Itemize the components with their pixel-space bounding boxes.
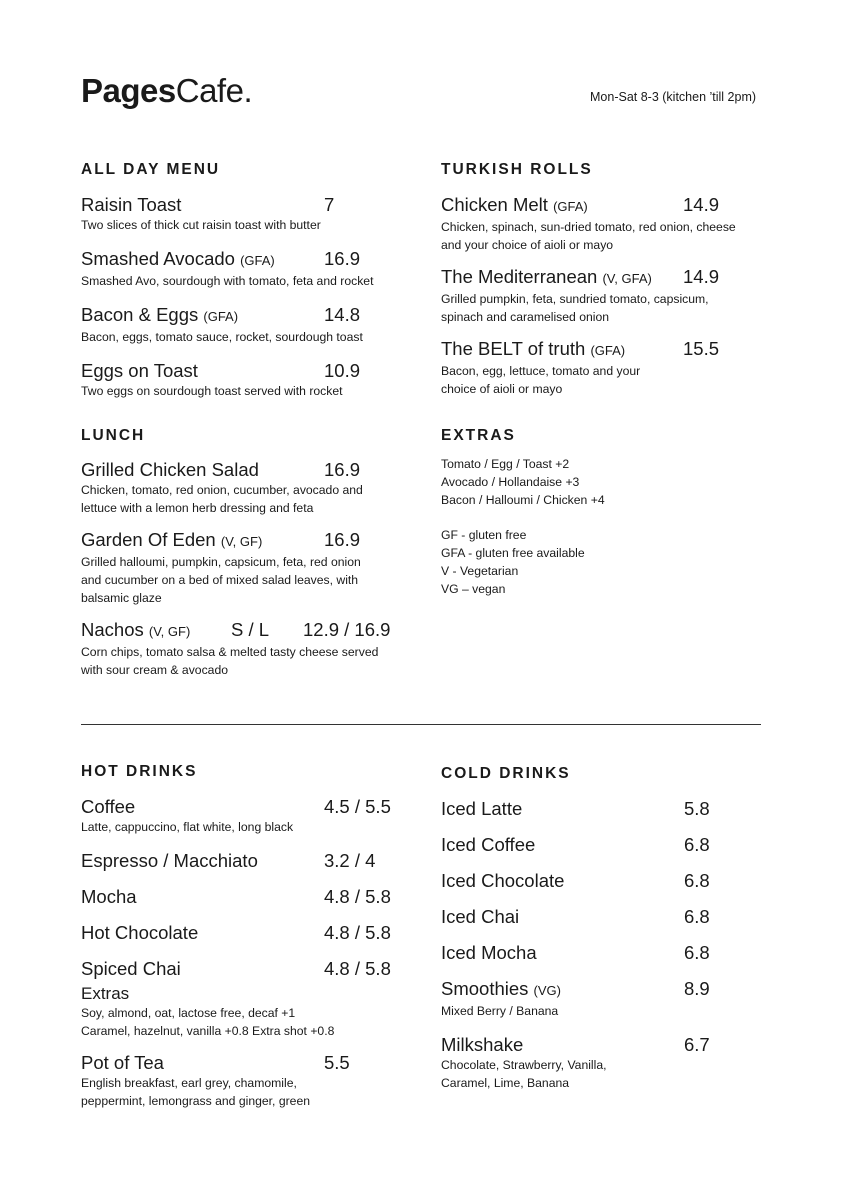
drink-item — [81, 922, 421, 944]
item-desc: Two slices of thick cut raisin toast with butter — [81, 218, 321, 232]
item-tag: (V, GFA) — [602, 271, 652, 286]
drink-item — [81, 1052, 421, 1110]
drink-name: Coffee — [81, 796, 136, 817]
item-name: The BELT of truth — [441, 338, 586, 359]
turkish-section — [441, 160, 781, 398]
drink-name: Iced Chocolate — [441, 870, 565, 891]
drink-tag: (VG) — [533, 983, 561, 998]
hot-drinks-title: HOT DRINKS — [81, 763, 198, 780]
extras-section — [441, 426, 781, 598]
hot-extras-line: Soy, almond, oat, lactose free, decaf +1 — [81, 1006, 296, 1020]
extras-line: Tomato / Egg / Toast +2 — [441, 457, 570, 471]
drink-name: Milkshake — [441, 1034, 524, 1055]
extras-line: Avocado / Hollandaise +3 — [441, 475, 580, 489]
item-tag: (GFA) — [590, 343, 626, 358]
cold-drinks-title: COLD DRINKS — [441, 765, 571, 782]
menu-item — [81, 459, 421, 517]
item-desc-line: spinach and caramelised onion — [441, 310, 610, 324]
item-name: Chicken Melt — [441, 194, 548, 215]
drink-price: 6.8 — [684, 942, 710, 963]
drink-price: 6.8 — [684, 834, 710, 855]
drink-name: Iced Chai — [441, 906, 520, 927]
legend-line: VG – vegan — [441, 582, 506, 596]
legend-line: V - Vegetarian — [441, 564, 519, 578]
cold-drinks-section — [441, 764, 781, 1092]
item-price: 16.9 — [324, 248, 361, 269]
drink-name: Spiced Chai — [81, 958, 181, 979]
drink-item — [441, 798, 781, 820]
opening-hours: Mon-Sat 8-3 (kitchen ’till 2pm) — [590, 90, 757, 104]
drink-desc: Mixed Berry / Banana — [441, 1004, 559, 1018]
item-desc-line: Grilled pumpkin, feta, sundried tomato, capsicum, — [441, 292, 709, 306]
item-desc-line: and cucumber on a bed of mixed salad leaves, with — [81, 573, 359, 587]
item-desc-line: Corn chips, tomato salsa & melted tasty cheese served — [81, 645, 379, 659]
item-price: 10.9 — [324, 360, 361, 381]
section-divider — [81, 724, 761, 725]
extras-title: EXTRAS — [441, 427, 516, 444]
drink-name: Pot of Tea — [81, 1052, 164, 1073]
drink-name: Iced Latte — [441, 798, 523, 819]
drink-name: Iced Coffee — [441, 834, 536, 855]
drink-desc: Latte, cappuccino, flat white, long black — [81, 820, 294, 834]
drink-desc-line: peppermint, lemongrass and ginger, green — [81, 1094, 310, 1108]
drink-desc-line: Caramel, Lime, Banana — [441, 1076, 570, 1090]
drink-price: 5.8 — [684, 798, 710, 819]
drink-item — [81, 958, 421, 980]
item-desc-line: choice of aioli or mayo — [441, 382, 563, 396]
menu-item — [81, 304, 421, 346]
item-price: 14.8 — [324, 304, 361, 325]
drink-price: 6.8 — [684, 906, 710, 927]
drink-item — [81, 850, 421, 872]
item-tag: (V, GF) — [148, 624, 191, 639]
item-desc-line: Chicken, tomato, red onion, cucumber, avocado and — [81, 483, 363, 497]
item-desc-line: Grilled halloumi, pumpkin, capsicum, feta, red onion — [81, 555, 361, 569]
drink-price: 3.2 / 4 — [324, 850, 376, 871]
item-desc-line: with sour cream & avocado — [81, 663, 228, 677]
cafe-logo — [81, 74, 252, 107]
item-tag: (V, GF) — [220, 534, 263, 549]
item-desc-line: balsamic glaze — [81, 591, 162, 605]
item-name: Bacon & Eggs — [81, 304, 199, 325]
menu-item — [81, 360, 421, 400]
item-desc-line: and your choice of aioli or mayo — [441, 238, 614, 252]
item-desc-line: Chicken, spinach, sun-dried tomato, red onion, cheese — [441, 220, 736, 234]
hot-drinks-section — [81, 762, 421, 1110]
logo-light: Cafe. — [175, 72, 253, 109]
drink-price: 4.8 / 5.8 — [324, 958, 391, 979]
item-name: Smashed Avocado — [81, 248, 235, 269]
item-desc: Two eggs on sourdough toast served with rocket — [81, 384, 343, 398]
item-price: 14.9 — [683, 194, 720, 215]
item-tag: (GFA) — [203, 309, 239, 324]
item-desc: Smashed Avo, sourdough with tomato, feta and rocket — [81, 274, 374, 288]
drink-name: Smoothies — [441, 978, 529, 999]
drink-price: 4.5 / 5.5 — [324, 796, 391, 817]
item-price: 7 — [324, 194, 335, 215]
item-price: 16.9 — [324, 529, 361, 550]
drink-price: 5.5 — [324, 1052, 350, 1073]
drink-name: Hot Chocolate — [81, 922, 199, 943]
item-price: 12.9 / 16.9 — [303, 619, 391, 640]
item-size: S / L — [231, 619, 270, 640]
item-tag: (GFA) — [553, 199, 588, 214]
drink-item — [441, 906, 781, 928]
hot-extras-line: Caramel, hazelnut, vanilla +0.8 Extra shot +0.8 — [81, 1024, 335, 1038]
lunch-title: LUNCH — [81, 427, 146, 444]
drink-name: Espresso / Macchiato — [81, 850, 258, 871]
menu-item — [81, 619, 421, 679]
legend-line: GF - gluten free — [441, 528, 527, 542]
drink-item — [441, 978, 781, 1020]
drink-item — [81, 886, 421, 908]
item-price: 14.9 — [683, 266, 720, 287]
drink-desc-line: Chocolate, Strawberry, Vanilla, — [441, 1058, 607, 1072]
menu-item — [81, 529, 421, 607]
item-price: 15.5 — [683, 338, 720, 359]
drink-name: Iced Mocha — [441, 942, 537, 963]
drink-price: 4.8 / 5.8 — [324, 886, 391, 907]
menu-item — [441, 266, 781, 326]
item-desc-line: Bacon, egg, lettuce, tomato and your — [441, 364, 641, 378]
menu-item — [441, 194, 781, 254]
menu-item — [81, 248, 421, 290]
logo-bold: Pages — [81, 72, 176, 109]
lunch-section — [81, 426, 421, 679]
drink-price: 4.8 / 5.8 — [324, 922, 391, 943]
item-desc: Bacon, eggs, tomato sauce, rocket, sourdough toast — [81, 330, 363, 344]
item-name: Raisin Toast — [81, 194, 182, 215]
item-tag: (GFA) — [240, 253, 275, 268]
all-day-section — [81, 160, 421, 400]
hot-extras-label: Extras — [81, 984, 130, 1003]
item-name: Nachos — [81, 619, 144, 640]
drink-desc-line: English breakfast, earl grey, chamomile, — [81, 1076, 297, 1090]
menu-item — [81, 194, 421, 234]
item-name: Eggs on Toast — [81, 360, 198, 381]
drink-price: 6.8 — [684, 870, 710, 891]
drink-item — [441, 942, 781, 964]
item-name: Grilled Chicken Salad — [81, 459, 259, 480]
drink-item — [81, 796, 421, 836]
item-name: The Mediterranean — [441, 266, 598, 287]
all-day-title: ALL DAY MENU — [81, 161, 221, 178]
turkish-title: TURKISH ROLLS — [441, 161, 593, 178]
item-name: Garden Of Eden — [81, 529, 216, 550]
drink-name: Mocha — [81, 886, 137, 907]
menu-item — [441, 338, 781, 398]
item-desc-line: lettuce with a lemon herb dressing and feta — [81, 501, 314, 515]
drink-price: 6.7 — [684, 1034, 710, 1055]
drink-item — [441, 834, 781, 856]
drink-price: 8.9 — [684, 978, 710, 999]
drink-item — [441, 870, 781, 892]
drink-item — [441, 1034, 781, 1092]
legend-line: GFA - gluten free available — [441, 546, 585, 560]
item-price: 16.9 — [324, 459, 361, 480]
extras-line: Bacon / Halloumi / Chicken +4 — [441, 493, 605, 507]
